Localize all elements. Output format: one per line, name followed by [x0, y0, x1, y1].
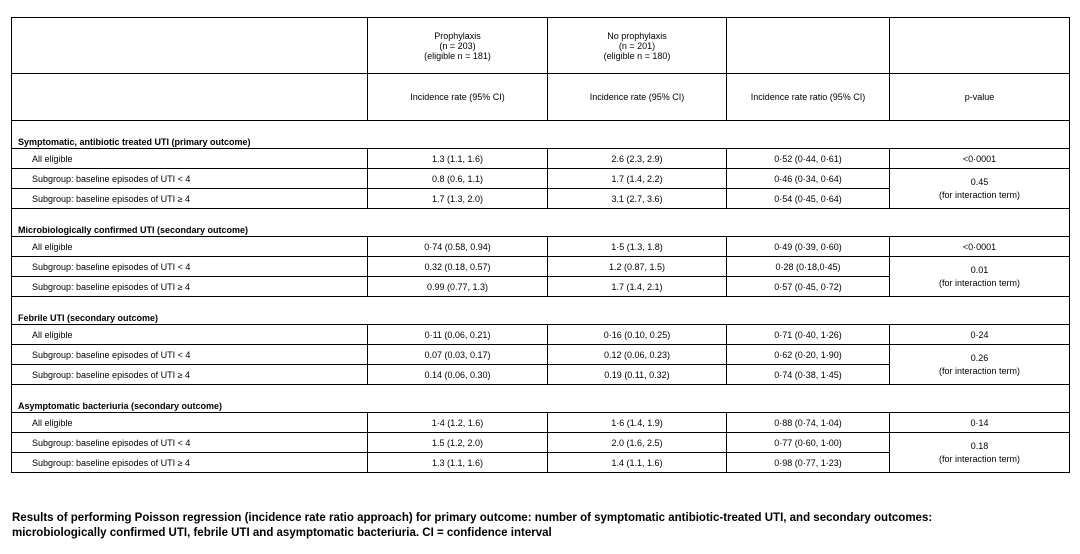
interaction-p-value: 0.26	[970, 353, 989, 363]
no-prophylaxis-title: No prophylaxis	[607, 30, 667, 41]
table-row	[12, 433, 1070, 453]
no-prophylaxis-ir-cell: 1.4 (1.1, 1.6)	[548, 453, 727, 473]
col-header-ir-prophylaxis: Incidence rate (95% CI)	[368, 74, 548, 121]
empty-header-cell	[890, 18, 1070, 74]
row-label: Subgroup: baseline episodes of UTI ≥ 4	[12, 277, 368, 297]
irr-cell: 0·49 (0·39, 0·60)	[727, 237, 890, 257]
col-header-p-value: p-value	[890, 74, 1070, 121]
table-row	[12, 169, 1070, 189]
no-prophylaxis-eligible-n: (eligible n = 180)	[603, 50, 671, 61]
p-value-cell: <0·0001	[890, 149, 1070, 169]
empty-header-cell	[727, 18, 890, 74]
p-value-cell: 0·14	[890, 413, 1070, 433]
table-row	[12, 413, 1070, 433]
prophylaxis-ir-cell: 0.14 (0.06, 0.30)	[368, 365, 548, 385]
section-row	[12, 209, 1070, 237]
no-prophylaxis-ir-cell: 1.7 (1.4, 2.1)	[548, 277, 727, 297]
table-row	[12, 325, 1070, 345]
section-title: Microbiologically confirmed UTI (secondary outcome)	[12, 209, 1070, 237]
interaction-p-value-cell	[890, 433, 1070, 473]
p-value-cell: 0·24	[890, 325, 1070, 345]
prophylaxis-ir-cell: 1.5 (1.2, 2.0)	[368, 433, 548, 453]
irr-cell: 0·71 (0·40, 1·26)	[727, 325, 890, 345]
empty-label-header-cell	[12, 74, 368, 121]
prophylaxis-ir-cell: 1.3 (1.1, 1.6)	[368, 149, 548, 169]
irr-cell: 0·98 (0·77, 1·23)	[727, 453, 890, 473]
no-prophylaxis-ir-cell: 1·5 (1.3, 1.8)	[548, 237, 727, 257]
irr-cell: 0·46 (0·34, 0·64)	[727, 169, 890, 189]
irr-cell: 0·28 (0·18,0·45)	[727, 257, 890, 277]
table-row	[12, 237, 1070, 257]
no-prophylaxis-ir-cell: 3.1 (2.7, 3.6)	[548, 189, 727, 209]
interaction-note: (for interaction term)	[938, 278, 1021, 288]
no-prophylaxis-ir-cell: 0.12 (0.06, 0.23)	[548, 345, 727, 365]
prophylaxis-ir-cell: 1·4 (1.2, 1.6)	[368, 413, 548, 433]
interaction-p-value-cell	[890, 169, 1070, 209]
irr-cell: 0·52 (0·44, 0·61)	[727, 149, 890, 169]
section-row	[12, 121, 1070, 149]
interaction-note: (for interaction term)	[938, 190, 1021, 200]
no-prophylaxis-group-header	[548, 18, 727, 74]
interaction-p-value-cell	[890, 345, 1070, 385]
row-label: Subgroup: baseline episodes of UTI ≥ 4	[12, 189, 368, 209]
table-caption	[12, 511, 1072, 541]
empty-corner-cell	[12, 18, 368, 74]
prophylaxis-ir-cell: 0.07 (0.03, 0.17)	[368, 345, 548, 365]
irr-cell: 0·54 (0·45, 0·64)	[727, 189, 890, 209]
row-label: All eligible	[12, 149, 368, 169]
prophylaxis-ir-cell: 0·74 (0.58, 0.94)	[368, 237, 548, 257]
row-label: All eligible	[12, 413, 368, 433]
prophylaxis-ir-cell: 1.3 (1.1, 1.6)	[368, 453, 548, 473]
no-prophylaxis-ir-cell: 1.2 (0.87, 1.5)	[548, 257, 727, 277]
row-label: Subgroup: baseline episodes of UTI < 4	[12, 169, 368, 189]
prophylaxis-eligible-n: (eligible n = 181)	[424, 50, 491, 61]
irr-cell: 0·74 (0·38, 1·45)	[727, 365, 890, 385]
caption-line-1: Results of performing Poisson regression (incidence rate ratio approach) for primary outcome: number of symptomatic antibiotic-treated UTI, and secondary outcomes:	[12, 512, 933, 524]
interaction-note: (for interaction term)	[938, 454, 1021, 464]
caption-line-2: microbiologically confirmed UTI, febrile UTI and asymptomatic bacteriuria. CI = confidence interval	[12, 527, 552, 539]
interaction-p-value-cell	[890, 257, 1070, 297]
prophylaxis-n: (n = 203)	[439, 40, 476, 51]
group-header-row	[12, 18, 1070, 74]
prophylaxis-ir-cell: 1.7 (1.3, 2.0)	[368, 189, 548, 209]
no-prophylaxis-ir-cell: 2.6 (2.3, 2.9)	[548, 149, 727, 169]
no-prophylaxis-ir-cell: 1.7 (1.4, 2.2)	[548, 169, 727, 189]
table-row	[12, 257, 1070, 277]
row-label: Subgroup: baseline episodes of UTI < 4	[12, 345, 368, 365]
prophylaxis-ir-cell: 0·11 (0.06, 0.21)	[368, 325, 548, 345]
interaction-p-value: 0.01	[970, 265, 989, 275]
results-table	[11, 17, 1070, 473]
col-header-ir-no-prophylaxis: Incidence rate (95% CI)	[548, 74, 727, 121]
section-title: Asymptomatic bacteriuria (secondary outcome)	[12, 385, 1070, 413]
prophylaxis-ir-cell: 0.99 (0.77, 1.3)	[368, 277, 548, 297]
section-title: Febrile UTI (secondary outcome)	[12, 297, 1070, 325]
column-header-row	[12, 74, 1070, 121]
prophylaxis-ir-cell: 0.32 (0.18, 0.57)	[368, 257, 548, 277]
row-label: Subgroup: baseline episodes of UTI < 4	[12, 257, 368, 277]
row-label: Subgroup: baseline episodes of UTI ≥ 4	[12, 453, 368, 473]
prophylaxis-title: Prophylaxis	[434, 30, 481, 41]
table-row	[12, 345, 1070, 365]
interaction-note: (for interaction term)	[938, 366, 1021, 376]
no-prophylaxis-n: (n = 201)	[618, 40, 656, 51]
prophylaxis-group-header	[368, 18, 548, 74]
no-prophylaxis-ir-cell: 1·6 (1.4, 1.9)	[548, 413, 727, 433]
prophylaxis-ir-cell: 0.8 (0.6, 1.1)	[368, 169, 548, 189]
irr-cell: 0·88 (0·74, 1·04)	[727, 413, 890, 433]
col-header-irr: Incidence rate ratio (95% CI)	[727, 74, 890, 121]
row-label: All eligible	[12, 325, 368, 345]
no-prophylaxis-ir-cell: 0.19 (0.11, 0.32)	[548, 365, 727, 385]
no-prophylaxis-ir-cell: 2.0 (1.6, 2.5)	[548, 433, 727, 453]
section-row	[12, 385, 1070, 413]
section-row	[12, 297, 1070, 325]
section-title: Symptomatic, antibiotic treated UTI (primary outcome)	[12, 121, 1070, 149]
irr-cell: 0·57 (0·45, 0·72)	[727, 277, 890, 297]
no-prophylaxis-ir-cell: 0·16 (0.10, 0.25)	[548, 325, 727, 345]
row-label: Subgroup: baseline episodes of UTI < 4	[12, 433, 368, 453]
row-label: Subgroup: baseline episodes of UTI ≥ 4	[12, 365, 368, 385]
irr-cell: 0·77 (0·60, 1·00)	[727, 433, 890, 453]
interaction-p-value: 0.18	[970, 441, 989, 451]
irr-cell: 0·62 (0·20, 1·90)	[727, 345, 890, 365]
p-value-cell: <0·0001	[890, 237, 1070, 257]
row-label: All eligible	[12, 237, 368, 257]
interaction-p-value: 0.45	[970, 177, 989, 187]
table-row	[12, 149, 1070, 169]
